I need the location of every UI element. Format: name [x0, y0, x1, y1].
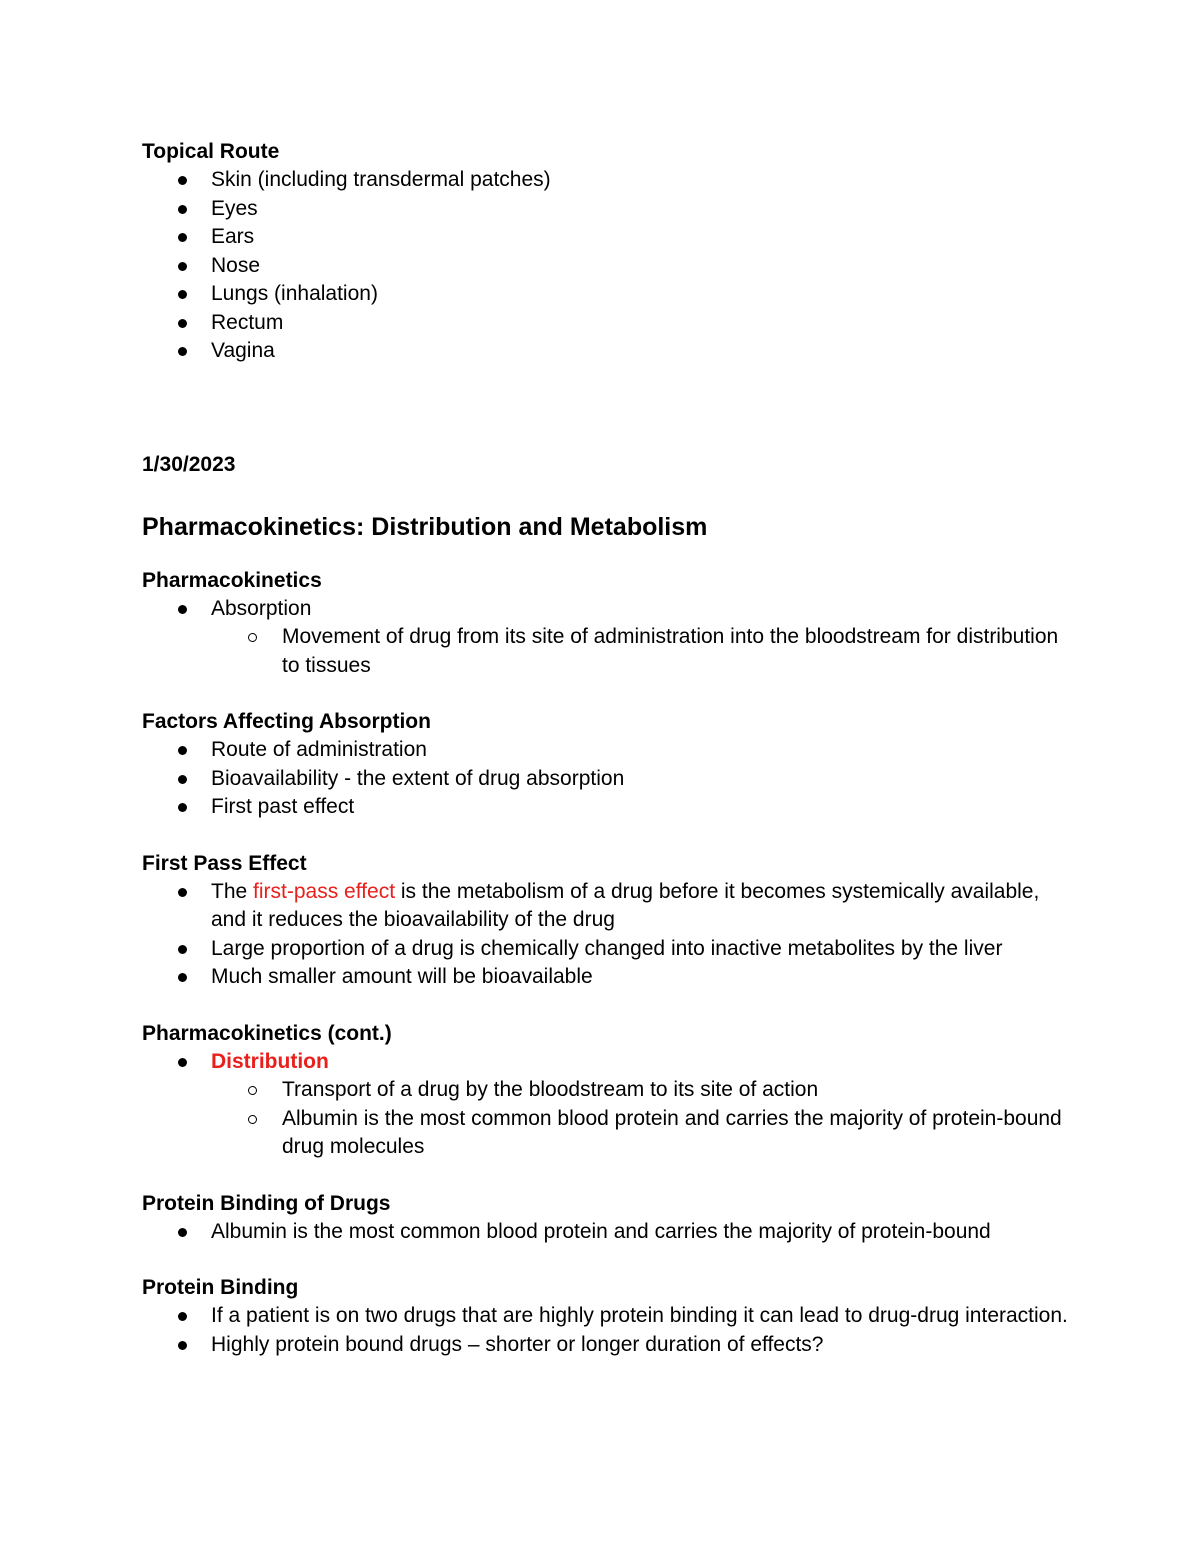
bullet-icon — [178, 347, 187, 356]
section-heading: Pharmacokinetics — [142, 568, 322, 592]
bullet-icon — [178, 803, 187, 812]
bullet-icon — [178, 888, 187, 897]
section-heading: Protein Binding — [142, 1276, 299, 1299]
bullet-icon — [178, 775, 187, 784]
sub-list-item: Transport of a drug by the bloodstream to its site of action — [211, 1076, 1080, 1105]
spacer — [142, 366, 1080, 423]
highlighted-term: first-pass effect — [253, 879, 396, 903]
bullet-list — [142, 1218, 1080, 1247]
section-heading: First Pass Effect — [142, 851, 307, 875]
list-item: Vagina — [142, 337, 1080, 366]
list-item: Albumin is the most common blood protein and carries the majority of protein-bound — [142, 1218, 1080, 1247]
hollow-bullet-icon — [248, 633, 257, 642]
section-topical-route — [142, 138, 1080, 366]
bullet-icon — [178, 605, 187, 614]
bullet-list — [142, 595, 1080, 681]
spacer — [142, 992, 1080, 1020]
section-protein-binding — [142, 1274, 1080, 1359]
section-heading: Pharmacokinetics (cont.) — [142, 1021, 392, 1045]
list-item: First past effect — [142, 793, 1080, 822]
bullet-icon — [178, 973, 187, 982]
bullet-icon — [178, 176, 187, 185]
section-first-pass-effect — [142, 850, 1080, 992]
sub-list — [211, 1076, 1080, 1162]
highlighted-term: Distribution — [211, 1049, 329, 1073]
page-title: Pharmacokinetics: Distribution and Metabolism — [142, 512, 708, 541]
bullet-icon — [178, 1312, 187, 1321]
hollow-bullet-icon — [248, 1115, 257, 1124]
hollow-bullet-icon — [248, 1086, 257, 1095]
list-item: Highly protein bound drugs – shorter or longer duration of effects? — [142, 1331, 1080, 1360]
sub-list-item: Movement of drug from its site of administration into the bloodstream for distribution to tissues — [211, 623, 1080, 680]
list-item: Rectum — [142, 309, 1080, 338]
spacer — [142, 822, 1080, 850]
bullet-icon — [178, 1228, 187, 1237]
bullet-list — [142, 166, 1080, 366]
list-item: Bioavailability - the extent of drug absorption — [142, 765, 1080, 794]
bullet-icon — [178, 945, 187, 954]
sub-list-item: Albumin is the most common blood protein and carries the majority of protein-bound drug molecules — [211, 1105, 1080, 1162]
list-item: Large proportion of a drug is chemically changed into inactive metabolites by the liver — [142, 935, 1080, 964]
section-pharmacokinetics-cont — [142, 1020, 1080, 1162]
bullet-icon — [178, 233, 187, 242]
section-factors-absorption — [142, 708, 1080, 822]
list-item: Route of administration — [142, 736, 1080, 765]
bullet-list — [142, 736, 1080, 822]
spacer — [142, 1162, 1080, 1190]
sub-list — [211, 623, 1080, 680]
list-item: Lungs (inhalation) — [142, 280, 1080, 309]
bullet-list — [142, 1048, 1080, 1162]
section-pharmacokinetics — [142, 567, 1080, 681]
bullet-icon — [178, 1058, 187, 1067]
list-item: Much smaller amount will be bioavailable — [142, 963, 1080, 992]
section-heading: Factors Affecting Absorption — [142, 710, 431, 733]
list-item — [142, 1048, 1080, 1162]
spacer — [142, 544, 1080, 567]
bullet-list — [142, 1302, 1080, 1359]
bullet-icon — [178, 205, 187, 214]
date-label: 1/30/2023 — [142, 452, 236, 476]
spacer — [142, 479, 1080, 510]
section-heading: Topical Route — [142, 140, 280, 163]
list-item: Absorption Movement of drug from its site of administration into the bloodstream for distribution to tissues — [142, 595, 1080, 681]
bullet-list — [142, 878, 1080, 992]
list-item: Nose — [142, 252, 1080, 281]
bullet-icon — [178, 262, 187, 271]
spacer — [142, 680, 1080, 708]
section-heading: Protein Binding of Drugs — [142, 1191, 391, 1215]
bullet-icon — [178, 1341, 187, 1350]
bullet-icon — [178, 319, 187, 328]
list-item: Eyes — [142, 195, 1080, 224]
list-item: Skin (including transdermal patches) — [142, 166, 1080, 195]
spacer — [142, 423, 1080, 451]
bullet-icon — [178, 290, 187, 299]
bullet-icon — [178, 746, 187, 755]
list-item: The first-pass effect is the metabolism of a drug before it becomes systemically available, and it reduces the bioavailability of the drug — [142, 878, 1080, 935]
spacer — [142, 1246, 1080, 1274]
list-item: Ears — [142, 223, 1080, 252]
list-item: If a patient is on two drugs that are highly protein binding it can lead to drug-drug interaction. — [142, 1302, 1080, 1331]
section-protein-binding-drugs — [142, 1190, 1080, 1247]
